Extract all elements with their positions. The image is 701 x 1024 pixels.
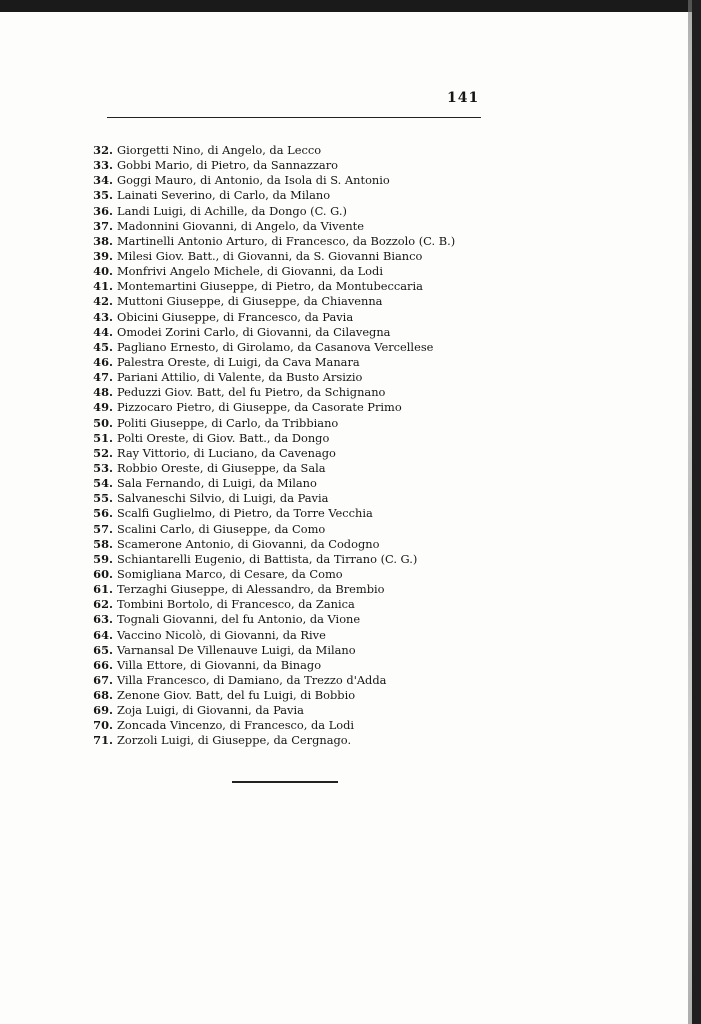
- list-item: [89, 582, 455, 597]
- list-item: [89, 143, 455, 158]
- list-item: [89, 552, 455, 567]
- list-item: [89, 279, 455, 294]
- entry-number: 34.: [93, 173, 113, 188]
- entry-number: 39.: [93, 248, 113, 263]
- list-item: [89, 658, 455, 673]
- entry-number: 33.: [93, 158, 113, 173]
- entry-text: Gobbi Mario, di Pietro, da Sannazzaro: [117, 158, 339, 173]
- entry-text: Villa Francesco, di Damiano, da Trezzo d'Adda: [117, 672, 387, 687]
- entry-text: Madonnini Giovanni, di Angelo, da Vivente: [117, 218, 364, 233]
- list-item: [89, 506, 455, 521]
- entry-number: 41.: [93, 279, 113, 294]
- list-item: [89, 491, 455, 506]
- list-item: [89, 703, 455, 718]
- entry-text: Vaccino Nicolò, di Giovanni, da Rive: [117, 627, 326, 642]
- list-item: [89, 188, 455, 203]
- entry-number: 57.: [93, 521, 113, 536]
- entry-text: Montemartini Giuseppe, di Pietro, da Montubeccaria: [117, 279, 423, 294]
- entry-text: Ray Vittorio, di Luciano, da Cavenago: [117, 445, 336, 460]
- list-item: [89, 643, 455, 658]
- entry-number: 45.: [93, 339, 113, 354]
- entry-number: 71.: [93, 733, 113, 748]
- entry-text: Terzaghi Giuseppe, di Alessandro, da Brembio: [117, 582, 385, 597]
- list-item: [89, 158, 455, 173]
- entry-number: 56.: [93, 506, 113, 521]
- entry-text: Tognali Giovanni, del fu Antonio, da Vione: [117, 612, 361, 627]
- entry-number: 48.: [93, 385, 113, 400]
- entry-number: 50.: [93, 415, 113, 430]
- list-item: [89, 264, 455, 279]
- entry-text: Schiantarelli Eugenio, di Battista, da Tirrano (C. G.): [117, 551, 418, 566]
- entry-text: Zenone Giov. Batt, del fu Luigi, di Bobbio: [117, 688, 356, 703]
- list-item: [89, 673, 455, 688]
- list-item: [89, 400, 455, 415]
- entry-number: 54.: [93, 476, 113, 491]
- entry-text: Milesi Giov. Batt., di Giovanni, da S. Giovanni Bianco: [117, 248, 423, 263]
- entry-text: Martinelli Antonio Arturo, di Francesco, da Bozzolo (C. B.): [117, 233, 456, 248]
- entry-text: Tombini Bortolo, di Francesco, da Zanica: [117, 597, 355, 612]
- entry-number: 60.: [93, 566, 113, 581]
- entry-text: Giorgetti Nino, di Angelo, da Lecco: [117, 143, 322, 157]
- list-item: [89, 597, 455, 612]
- entry-text: Obicini Giuseppe, di Francesco, da Pavia: [117, 309, 354, 324]
- entry-text: Robbio Oreste, di Giuseppe, da Sala: [117, 460, 326, 475]
- entry-text: Scamerone Antonio, di Giovanni, da Codogno: [117, 536, 380, 551]
- list-item: [89, 249, 455, 264]
- entry-text: Pizzocaro Pietro, di Giuseppe, da Casorate Primo: [117, 400, 402, 415]
- list-item: [89, 733, 455, 748]
- entry-number: 66.: [93, 657, 113, 672]
- list-item: [89, 612, 455, 627]
- footer-rule: [232, 781, 338, 783]
- list-item: [89, 416, 455, 431]
- page-number: 141: [447, 90, 480, 106]
- scan-edge-top: [0, 0, 701, 12]
- entry-text: Monfrivi Angelo Michele, di Giovanni, da Lodi: [117, 264, 383, 279]
- list-item: [89, 522, 455, 537]
- list-item: [89, 173, 455, 188]
- list-item: [89, 325, 455, 340]
- entry-text: Muttoni Giuseppe, di Giuseppe, da Chiavenna: [117, 294, 383, 309]
- entry-number: 69.: [93, 703, 113, 718]
- entry-text: Goggi Mauro, di Antonio, da Isola di S. Antonio: [117, 173, 390, 188]
- scan-edge-right: [692, 0, 701, 1024]
- list-item: [89, 204, 455, 219]
- list-item: [89, 718, 455, 733]
- entry-text: Palestra Oreste, di Luigi, da Cava Manara: [117, 354, 360, 369]
- entry-text: Sala Fernando, di Luigi, da Milano: [117, 476, 317, 491]
- entry-text: Landi Luigi, di Achille, da Dongo (C. G.): [117, 203, 347, 218]
- entry-number: 36.: [93, 203, 113, 218]
- list-item: [89, 355, 455, 370]
- entry-number: 53.: [93, 460, 113, 475]
- entry-text: Somigliana Marco, di Cesare, da Como: [117, 566, 343, 581]
- entry-number: 42.: [93, 294, 113, 309]
- entry-number: 47.: [93, 370, 113, 385]
- entry-text: Zoja Luigi, di Giovanni, da Pavia: [117, 703, 304, 718]
- header-rule: [107, 117, 481, 118]
- entry-number: 40.: [93, 264, 113, 279]
- list-item: [89, 431, 455, 446]
- list-item: [89, 567, 455, 582]
- entry-number: 38.: [93, 233, 113, 248]
- entry-number: 64.: [93, 627, 113, 642]
- entry-text: Politi Giuseppe, di Carlo, da Tribbiano: [117, 415, 339, 430]
- list-item: [89, 340, 455, 355]
- entry-number: 68.: [93, 688, 113, 703]
- list-item: [89, 461, 455, 476]
- entry-number: 43.: [93, 309, 113, 324]
- entry-number: 62.: [93, 597, 113, 612]
- list-item: [89, 476, 455, 491]
- list-item: [89, 219, 455, 234]
- entry-number: 67.: [93, 672, 113, 687]
- entry-number: 52.: [93, 445, 113, 460]
- entry-number: 61.: [93, 582, 113, 597]
- entry-number: 37.: [93, 218, 113, 233]
- entry-number: 44.: [93, 324, 113, 339]
- entry-text: Zorzoli Luigi, di Giuseppe, da Cergnago.: [117, 733, 352, 748]
- entry-number: 32.: [93, 143, 113, 157]
- entry-number: 51.: [93, 430, 113, 445]
- entry-text: Zoncada Vincenzo, di Francesco, da Lodi: [117, 718, 355, 733]
- entry-text: Lainati Severino, di Carlo, da Milano: [117, 188, 331, 203]
- name-list: [89, 143, 455, 749]
- list-item: [89, 294, 455, 309]
- entry-number: 59.: [93, 551, 113, 566]
- entry-text: Varnansal De Villenauve Luigi, da Milano: [117, 642, 356, 657]
- list-item: [89, 688, 455, 703]
- entry-number: 35.: [93, 188, 113, 203]
- entry-number: 55.: [93, 491, 113, 506]
- list-item: [89, 234, 455, 249]
- entry-number: 58.: [93, 536, 113, 551]
- entry-number: 49.: [93, 400, 113, 415]
- list-item: [89, 537, 455, 552]
- list-item: [89, 446, 455, 461]
- entry-text: Scalfi Guglielmo, di Pietro, da Torre Vecchia: [117, 506, 373, 521]
- list-item: [89, 385, 455, 400]
- entry-number: 70.: [93, 718, 113, 733]
- list-item: [89, 310, 455, 325]
- entry-text: Villa Ettore, di Giovanni, da Binago: [117, 657, 322, 672]
- entry-text: Pagliano Ernesto, di Girolamo, da Casanova Vercellese: [117, 339, 434, 354]
- entry-text: Salvaneschi Silvio, di Luigi, da Pavia: [117, 491, 329, 506]
- entry-text: Peduzzi Giov. Batt, del fu Pietro, da Schignano: [117, 385, 386, 400]
- entry-text: Pariani Attilio, di Valente, da Busto Arsizio: [117, 370, 363, 385]
- list-item: [89, 370, 455, 385]
- entry-text: Polti Oreste, di Giov. Batt., da Dongo: [117, 430, 330, 445]
- entry-text: Omodei Zorini Carlo, di Giovanni, da Cilavegna: [117, 324, 391, 339]
- entry-number: 63.: [93, 612, 113, 627]
- entry-text: Scalini Carlo, di Giuseppe, da Como: [117, 521, 326, 536]
- entry-number: 46.: [93, 354, 113, 369]
- entry-number: 65.: [93, 642, 113, 657]
- list-item: [89, 628, 455, 643]
